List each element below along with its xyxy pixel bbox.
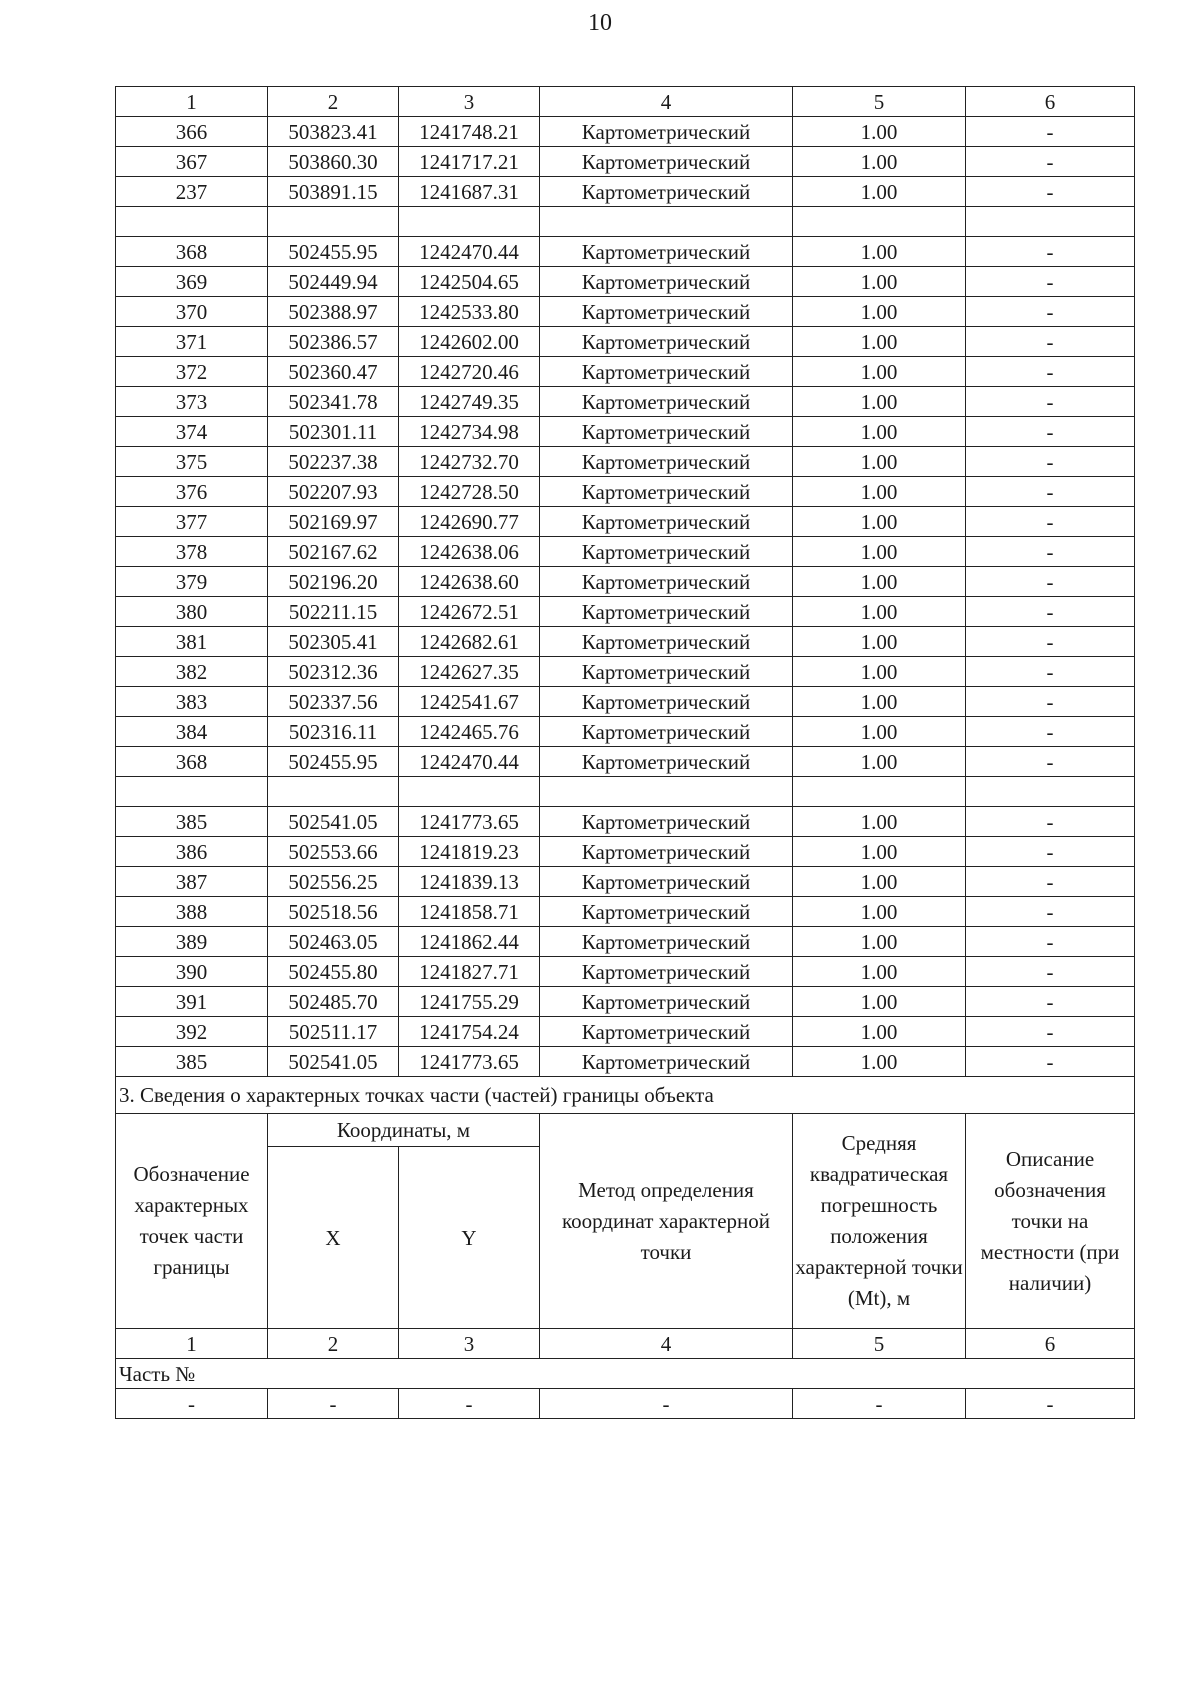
coord-y: 1242533.80	[399, 297, 540, 327]
mean-error: 1.00	[793, 597, 966, 627]
table-row	[116, 387, 1135, 417]
mean-error: 1.00	[793, 507, 966, 537]
table-row	[116, 1047, 1135, 1077]
description: -	[966, 747, 1135, 777]
table-row	[116, 147, 1135, 177]
description: -	[966, 627, 1135, 657]
empty-cell	[268, 207, 399, 237]
table-cell: -	[268, 1389, 399, 1419]
method: Картометрический	[540, 987, 793, 1017]
coord-x: 502518.56	[268, 897, 399, 927]
coord-y: 1241773.65	[399, 1047, 540, 1077]
point-number: 369	[116, 267, 268, 297]
coord-y: 1242470.44	[399, 747, 540, 777]
table-row	[116, 507, 1135, 537]
point-number: 387	[116, 867, 268, 897]
empty-cell	[540, 777, 793, 807]
table-row	[116, 267, 1135, 297]
column-number: 5	[793, 1329, 966, 1359]
method: Картометрический	[540, 417, 793, 447]
point-number: 373	[116, 387, 268, 417]
coord-y: 1241773.65	[399, 807, 540, 837]
coord-x: 502511.17	[268, 1017, 399, 1047]
coord-x: 502485.70	[268, 987, 399, 1017]
header-description: Описание обозначения точки на местности (при наличии)	[966, 1114, 1135, 1329]
mean-error: 1.00	[793, 417, 966, 447]
coord-y: 1241839.13	[399, 867, 540, 897]
table-cell: -	[540, 1389, 793, 1419]
description: -	[966, 807, 1135, 837]
mean-error: 1.00	[793, 837, 966, 867]
table-row	[116, 747, 1135, 777]
point-number: 380	[116, 597, 268, 627]
method: Картометрический	[540, 147, 793, 177]
coord-y: 1242720.46	[399, 357, 540, 387]
method: Картометрический	[540, 717, 793, 747]
mean-error: 1.00	[793, 177, 966, 207]
mean-error: 1.00	[793, 747, 966, 777]
method: Картометрический	[540, 837, 793, 867]
method: Картометрический	[540, 687, 793, 717]
column-number: 2	[268, 87, 399, 117]
coord-y: 1242638.60	[399, 567, 540, 597]
mean-error: 1.00	[793, 477, 966, 507]
description: -	[966, 867, 1135, 897]
coord-x: 502556.25	[268, 867, 399, 897]
method: Картометрический	[540, 237, 793, 267]
point-number: 389	[116, 927, 268, 957]
table-row	[116, 627, 1135, 657]
coord-x: 502207.93	[268, 477, 399, 507]
method: Картометрический	[540, 267, 793, 297]
coord-y: 1242728.50	[399, 477, 540, 507]
empty-cell	[966, 207, 1135, 237]
point-number: 372	[116, 357, 268, 387]
description: -	[966, 237, 1135, 267]
coord-y: 1242734.98	[399, 417, 540, 447]
method: Картометрический	[540, 507, 793, 537]
coord-y: 1242602.00	[399, 327, 540, 357]
table-row	[116, 957, 1135, 987]
empty-cell	[399, 777, 540, 807]
point-number: 377	[116, 507, 268, 537]
coord-x: 502341.78	[268, 387, 399, 417]
method: Картометрический	[540, 957, 793, 987]
contour-block-1	[116, 117, 1135, 207]
point-number: 379	[116, 567, 268, 597]
coord-x: 502301.11	[268, 417, 399, 447]
point-number: 383	[116, 687, 268, 717]
coord-y: 1242470.44	[399, 237, 540, 267]
description: -	[966, 447, 1135, 477]
column-number: 3	[399, 87, 540, 117]
coord-x: 502211.15	[268, 597, 399, 627]
column-number: 2	[268, 1329, 399, 1359]
table-cell: -	[399, 1389, 540, 1419]
table-row	[116, 327, 1135, 357]
method: Картометрический	[540, 927, 793, 957]
coord-y: 1241862.44	[399, 927, 540, 957]
empty-cell	[399, 207, 540, 237]
description: -	[966, 957, 1135, 987]
table-row	[116, 927, 1135, 957]
method: Картометрический	[540, 1017, 793, 1047]
empty-cell	[540, 207, 793, 237]
table-row	[116, 897, 1135, 927]
method: Картометрический	[540, 1047, 793, 1077]
method: Картометрический	[540, 747, 793, 777]
coord-x: 502337.56	[268, 687, 399, 717]
point-number: 386	[116, 837, 268, 867]
coord-y: 1242749.35	[399, 387, 540, 417]
coord-x: 502455.95	[268, 237, 399, 267]
table-cell: -	[116, 1389, 268, 1419]
point-number: 378	[116, 537, 268, 567]
coord-x: 502553.66	[268, 837, 399, 867]
method: Картометрический	[540, 477, 793, 507]
table-row	[116, 567, 1135, 597]
description: -	[966, 387, 1135, 417]
point-number: 392	[116, 1017, 268, 1047]
table-row	[116, 597, 1135, 627]
column-number: 5	[793, 87, 966, 117]
coord-y: 1241717.21	[399, 147, 540, 177]
description: -	[966, 927, 1135, 957]
header-y: Y	[399, 1147, 540, 1329]
point-number: 390	[116, 957, 268, 987]
section-3	[116, 1077, 1135, 1419]
empty-cell	[268, 777, 399, 807]
point-number: 374	[116, 417, 268, 447]
description: -	[966, 537, 1135, 567]
table-row	[116, 417, 1135, 447]
mean-error: 1.00	[793, 357, 966, 387]
contour-block-3	[116, 807, 1135, 1077]
coord-x: 503860.30	[268, 147, 399, 177]
description: -	[966, 717, 1135, 747]
point-number: 366	[116, 117, 268, 147]
description: -	[966, 657, 1135, 687]
empty-cell	[116, 207, 268, 237]
mean-error: 1.00	[793, 117, 966, 147]
method: Картометрический	[540, 117, 793, 147]
mean-error: 1.00	[793, 387, 966, 417]
method: Картометрический	[540, 627, 793, 657]
description: -	[966, 507, 1135, 537]
point-number: 237	[116, 177, 268, 207]
column-number: 6	[966, 87, 1135, 117]
coord-y: 1242638.06	[399, 537, 540, 567]
mean-error: 1.00	[793, 447, 966, 477]
description: -	[966, 687, 1135, 717]
description: -	[966, 987, 1135, 1017]
header-point-designation: Обозначение характерных точек части границы	[116, 1114, 268, 1329]
description: -	[966, 1017, 1135, 1047]
mean-error: 1.00	[793, 537, 966, 567]
page-number: 10	[588, 10, 612, 36]
separator-row	[116, 207, 1135, 237]
coord-x: 502196.20	[268, 567, 399, 597]
coordinates-table	[115, 86, 1135, 1419]
table-row	[116, 297, 1135, 327]
header-method: Метод определения координат характерной точки	[540, 1114, 793, 1329]
coord-x: 502455.95	[268, 747, 399, 777]
method: Картометрический	[540, 807, 793, 837]
header-coordinates: Координаты, м	[268, 1114, 540, 1147]
point-number: 370	[116, 297, 268, 327]
coord-y: 1242504.65	[399, 267, 540, 297]
mean-error: 1.00	[793, 267, 966, 297]
coord-y: 1242682.61	[399, 627, 540, 657]
coord-y: 1241687.31	[399, 177, 540, 207]
description: -	[966, 117, 1135, 147]
coord-y: 1242465.76	[399, 717, 540, 747]
column-number-row	[116, 1329, 1135, 1359]
table-cell: -	[793, 1389, 966, 1419]
empty-cell	[793, 777, 966, 807]
mean-error: 1.00	[793, 867, 966, 897]
point-number: 381	[116, 627, 268, 657]
description: -	[966, 1047, 1135, 1077]
coord-y: 1241748.21	[399, 117, 540, 147]
point-number: 367	[116, 147, 268, 177]
coord-x: 502449.94	[268, 267, 399, 297]
coord-y: 1242732.70	[399, 447, 540, 477]
point-number: 384	[116, 717, 268, 747]
table-row	[116, 657, 1135, 687]
table-row	[116, 357, 1135, 387]
mean-error: 1.00	[793, 237, 966, 267]
coord-x: 502541.05	[268, 1047, 399, 1077]
mean-error: 1.00	[793, 807, 966, 837]
description: -	[966, 327, 1135, 357]
coord-x: 502312.36	[268, 657, 399, 687]
table-row	[116, 1017, 1135, 1047]
coord-x: 503891.15	[268, 177, 399, 207]
method: Картометрический	[540, 327, 793, 357]
point-number: 385	[116, 807, 268, 837]
method: Картометрический	[540, 867, 793, 897]
part-label: Часть №	[116, 1359, 1135, 1389]
description: -	[966, 297, 1135, 327]
separator-row	[116, 777, 1135, 807]
point-number: 376	[116, 477, 268, 507]
column-number: 4	[540, 87, 793, 117]
description: -	[966, 897, 1135, 927]
description: -	[966, 837, 1135, 867]
method: Картометрический	[540, 387, 793, 417]
mean-error: 1.00	[793, 687, 966, 717]
coord-x: 502386.57	[268, 327, 399, 357]
column-number: 3	[399, 1329, 540, 1359]
mean-error: 1.00	[793, 657, 966, 687]
empty-cell	[793, 207, 966, 237]
table-row	[116, 717, 1135, 747]
description: -	[966, 147, 1135, 177]
table-row	[116, 867, 1135, 897]
contour-block-2	[116, 237, 1135, 777]
column-number: 1	[116, 87, 268, 117]
description: -	[966, 267, 1135, 297]
coord-y: 1241754.24	[399, 1017, 540, 1047]
point-number: 388	[116, 897, 268, 927]
method: Картометрический	[540, 537, 793, 567]
method: Картометрический	[540, 357, 793, 387]
coord-y: 1242627.35	[399, 657, 540, 687]
coord-x: 502167.62	[268, 537, 399, 567]
empty-cell	[966, 777, 1135, 807]
table-row	[116, 837, 1135, 867]
coord-x: 502316.11	[268, 717, 399, 747]
table-row	[116, 447, 1135, 477]
column-number-row	[116, 87, 1135, 117]
section-title: 3. Сведения о характерных точках части (частей) границы объекта	[116, 1077, 1135, 1114]
coord-y: 1241827.71	[399, 957, 540, 987]
method: Картометрический	[540, 177, 793, 207]
description: -	[966, 357, 1135, 387]
coord-x: 502360.47	[268, 357, 399, 387]
coord-y: 1241819.23	[399, 837, 540, 867]
mean-error: 1.00	[793, 327, 966, 357]
description: -	[966, 567, 1135, 597]
point-number: 368	[116, 747, 268, 777]
table-row	[116, 807, 1135, 837]
point-number: 368	[116, 237, 268, 267]
description: -	[966, 597, 1135, 627]
table-row	[116, 477, 1135, 507]
mean-error: 1.00	[793, 1047, 966, 1077]
coord-y: 1241858.71	[399, 897, 540, 927]
coord-x: 502305.41	[268, 627, 399, 657]
method: Картометрический	[540, 567, 793, 597]
description: -	[966, 177, 1135, 207]
table-row	[116, 537, 1135, 567]
method: Картометрический	[540, 447, 793, 477]
header-mean-error: Средняя квадратическая погрешность положения характерной точки (Mt), м	[793, 1114, 966, 1329]
coord-x: 502541.05	[268, 807, 399, 837]
point-number: 385	[116, 1047, 268, 1077]
coord-y: 1242690.77	[399, 507, 540, 537]
table-row	[116, 687, 1135, 717]
mean-error: 1.00	[793, 927, 966, 957]
point-number: 375	[116, 447, 268, 477]
table-row	[116, 987, 1135, 1017]
mean-error: 1.00	[793, 297, 966, 327]
coord-y: 1242672.51	[399, 597, 540, 627]
coord-x: 502463.05	[268, 927, 399, 957]
coord-x: 503823.41	[268, 117, 399, 147]
mean-error: 1.00	[793, 147, 966, 177]
description: -	[966, 477, 1135, 507]
table-row	[116, 117, 1135, 147]
mean-error: 1.00	[793, 957, 966, 987]
coord-y: 1241755.29	[399, 987, 540, 1017]
method: Картометрический	[540, 657, 793, 687]
mean-error: 1.00	[793, 1017, 966, 1047]
header-x: X	[268, 1147, 399, 1329]
mean-error: 1.00	[793, 987, 966, 1017]
method: Картометрический	[540, 297, 793, 327]
mean-error: 1.00	[793, 717, 966, 747]
empty-cell	[116, 777, 268, 807]
coord-x: 502237.38	[268, 447, 399, 477]
coord-x: 502388.97	[268, 297, 399, 327]
column-number: 6	[966, 1329, 1135, 1359]
point-number: 382	[116, 657, 268, 687]
mean-error: 1.00	[793, 897, 966, 927]
method: Картометрический	[540, 597, 793, 627]
mean-error: 1.00	[793, 627, 966, 657]
table-row	[116, 177, 1135, 207]
mean-error: 1.00	[793, 567, 966, 597]
table-cell: -	[966, 1389, 1135, 1419]
column-number: 1	[116, 1329, 268, 1359]
method: Картометрический	[540, 897, 793, 927]
column-number: 4	[540, 1329, 793, 1359]
table-row	[116, 237, 1135, 267]
table-row	[116, 1389, 1135, 1419]
description: -	[966, 417, 1135, 447]
point-number: 391	[116, 987, 268, 1017]
coord-x: 502169.97	[268, 507, 399, 537]
coord-x: 502455.80	[268, 957, 399, 987]
coord-y: 1242541.67	[399, 687, 540, 717]
point-number: 371	[116, 327, 268, 357]
